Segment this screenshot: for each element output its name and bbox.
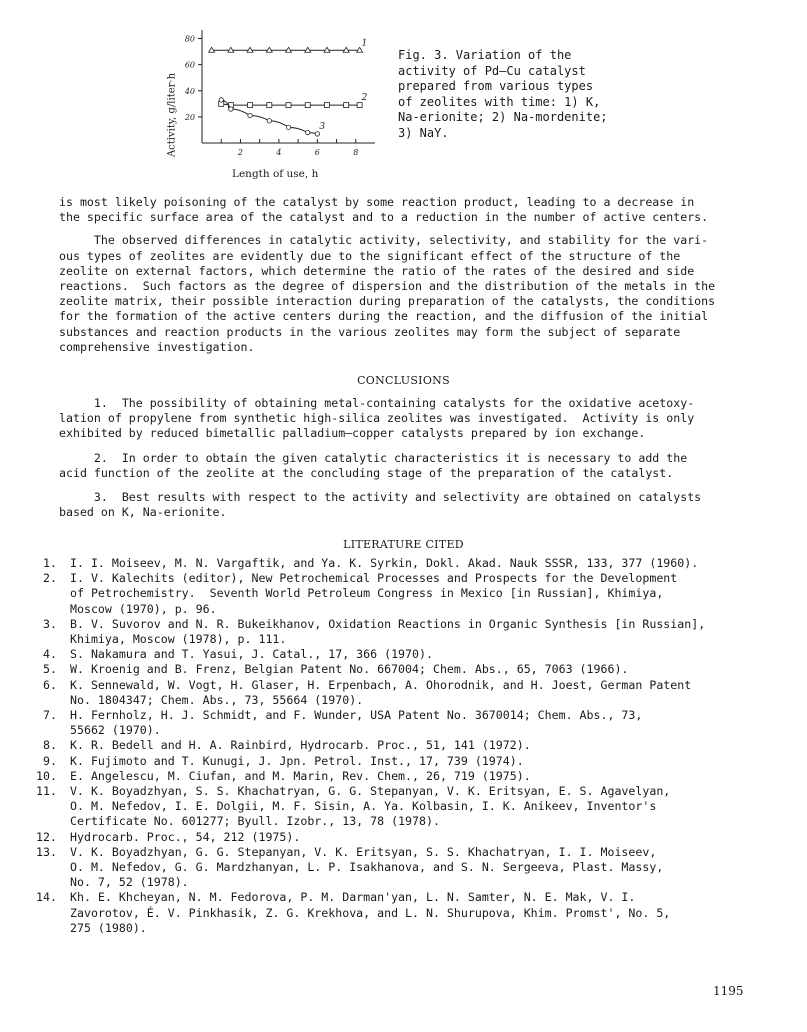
reference-text: K. Sennewald, W. Vogt, H. Glaser, H. Erpenbach, A. Ohorodnik, and H. Joest, German Patent No. 1804347; Chem. Abs., 73, 55664 (1970). [70,677,692,707]
x-tick-label: 8 [353,148,359,157]
reference-number: 14. [36,890,57,905]
series-3-point [315,132,319,136]
reference-item [32,617,772,647]
series-2-point [344,103,349,108]
reference-item [32,754,772,769]
x-tick-label: 2 [237,148,243,157]
reference-item [32,738,772,753]
reference-text: W. Kroenig and B. Frenz, Belgian Patent No. 667004; Chem. Abs., 65, 7063 (1966). [70,662,629,677]
reference-text: V. K. Boyadzhyan, G. G. Stepanyan, V. K. Eritsyan, S. S. Khachatryan, I. I. Moiseev, O. M. Nefedov, G. G. Mardzhanyan, L. P. Isakhanova, and S. N. Sergeeva, Plast. Massy, No. 7, 52 (1978). [70,844,664,890]
x-tick-label: 4 [276,148,282,157]
conclusions-list [59,396,759,520]
reference-number: 7. [43,708,57,723]
curve-label: 2 [361,93,368,104]
reference-item [32,784,772,830]
y-tick-label: 40 [184,86,195,96]
reference-item [32,678,772,708]
reference-number: 1. [43,556,57,570]
series-2-point [248,103,253,108]
reference-number: 2. [43,571,57,586]
conclusion-item: 1. The possibility of obtaining metal-containing catalysts for the oxidative acetoxy- lation of propylene from synthetic high-silica zeolites was investigated. Activity is only exhibited by reduced bimetallic palladium—copper catalysts prepared by ion exchange. [59,396,695,441]
figure-caption: Fig. 3. Variation of the activity of Pd—Cu catalyst prepared from various types of zeolites with time: 1) K, Na-erionite; 2) Na-mordenite; 3) NaY. [398,48,608,140]
paragraph: is most likely poisoning of the catalyst by some reaction product, leading to a decrease in the specific surface area of the catalyst and to a reduction in the number of active centers. [59,195,709,225]
reference-item [32,647,772,662]
reference-text: H. Fernholz, H. J. Schmidt, and F. Wunder, USA Patent No. 3670014; Chem. Abs., 73, 55662 (1970). [70,708,643,738]
series-3-point [219,98,223,102]
reference-text: K. R. Bedell and H. A. Rainbird, Hydrocarb. Proc., 51, 141 (1972). [70,738,531,753]
series-2-point [357,103,362,108]
reference-number: 3. [43,616,57,631]
reference-number: 13. [36,844,57,859]
reference-text: E. Angelescu, M. Ciufan, and M. Marin, Rev. Chem., 26, 719 (1975). [70,768,531,783]
reference-number: 12. [36,829,57,844]
series-2-point [305,103,310,108]
reference-number: 6. [43,677,57,692]
conclusions-heading: CONCLUSIONS [357,374,450,387]
series-2-point [286,103,291,108]
reference-number: 10. [36,768,57,783]
reference-item [32,662,772,677]
y-tick-label: 20 [184,112,195,122]
series-3-point [248,113,252,117]
reference-text: Kh. E. Khcheyan, N. M. Fedorova, P. M. Darman'yan, L. N. Samter, N. E. Mak, V. I. Zavorotov, É. V. Pinkhasik, Z. G. Krekhova, and L. N. Shurupova, Khim. Promst', No. 5, 275 (1980). [70,890,671,935]
reference-item [32,556,772,571]
y-axis-label: Activity, g/liter·h [166,72,178,158]
x-axis-label: Length of use, h [232,168,319,180]
reference-list [32,556,772,936]
y-tick-label: 60 [184,60,195,70]
reference-number: 9. [43,753,57,768]
x-tick-label: 6 [314,148,320,157]
reference-text: B. V. Suvorov and N. R. Bukeikhanov, Oxidation Reactions in Organic Synthesis [in Russian], Khimiya, Moscow (1978), p. 111. [70,616,706,647]
reference-item [32,708,772,738]
reference-number: 11. [36,784,57,799]
series-3-point [306,130,310,134]
reference-number: 4. [43,647,57,662]
reference-text: Hydrocarb. Proc., 54, 212 (1975). [70,829,301,844]
reference-text: K. Fujimoto and T. Kunugi, J. Jpn. Petrol. Inst., 17, 739 (1974). [70,753,524,768]
page-number: 1195 [713,984,744,998]
figure-3 [160,20,400,190]
conclusion-item: 2. In order to obtain the given catalytic characteristics it is necessary to add the acid function of the zeolite at the concluding stage of the preparation of the catalyst. [59,450,688,480]
series-3-point [267,119,271,123]
reference-text: S. Nakamura and T. Yasui, J. Catal., 17, 366 (1970). [70,647,433,662]
reference-item [32,830,772,845]
curve-label: 1 [361,38,368,49]
literature-heading: LITERATURE CITED [343,538,464,551]
curve-label: 3 [319,121,326,132]
series-3-point [286,125,290,129]
activity-chart [160,20,400,190]
paragraph: The observed differences in catalytic activity, selectivity, and stability for the vari- ous types of zeolites are evidently due to the significant effect of the structure of the zeolite on external factors, which determine the ratio of the rates of the desired and side reactions. Such factors as the degree of dispersion and the distribution of the metals in the zeolite matrix, their possible interaction during preparation of the catalysts, the conditions for the formation of the active centers during the reaction, and the diffusion of the initial substances and reaction products in the various zeolites may form the subject of separate comprehensive investigation. [59,233,716,354]
series-3-point [229,107,233,111]
reference-text: I. I. Moiseev, M. N. Vargaftik, and Ya. K. Syrkin, Dokl. Akad. Nauk SSSR, 133, 377 (1960). [70,556,699,570]
reference-text: I. V. Kalechits (editor), New Petrochemical Processes and Prospects for the Development of Petrochemistry. Seventh World Petroleum Congress in Mexico [in Russian], Khimiya, Moscow (1970), p. 96. [70,571,678,616]
reference-item [32,890,772,936]
conclusion-item: 3. Best results with respect to the activity and selectivity are obtained on catalysts based on K, Na-erionite. [59,490,702,520]
reference-number: 8. [43,738,57,753]
reference-item [32,769,772,784]
y-tick-label: 80 [184,34,195,44]
reference-item [32,571,772,617]
body-text [59,195,759,355]
reference-item [32,845,772,891]
series-2-point [267,103,272,108]
reference-text: V. K. Boyadzhyan, S. S. Khachatryan, G. G. Stepanyan, V. K. Eritsyan, E. S. Agavelyan, O. M. Nefedov, I. E. Dolgii, M. F. Sisin, A. Ya. Kolbasin, I. K. Anikeev, Inventor's Certificate No. 601277; Byull. Izobr., 13, 78 (1978). [70,784,671,829]
series-2-point [324,103,329,108]
reference-number: 5. [43,662,57,677]
